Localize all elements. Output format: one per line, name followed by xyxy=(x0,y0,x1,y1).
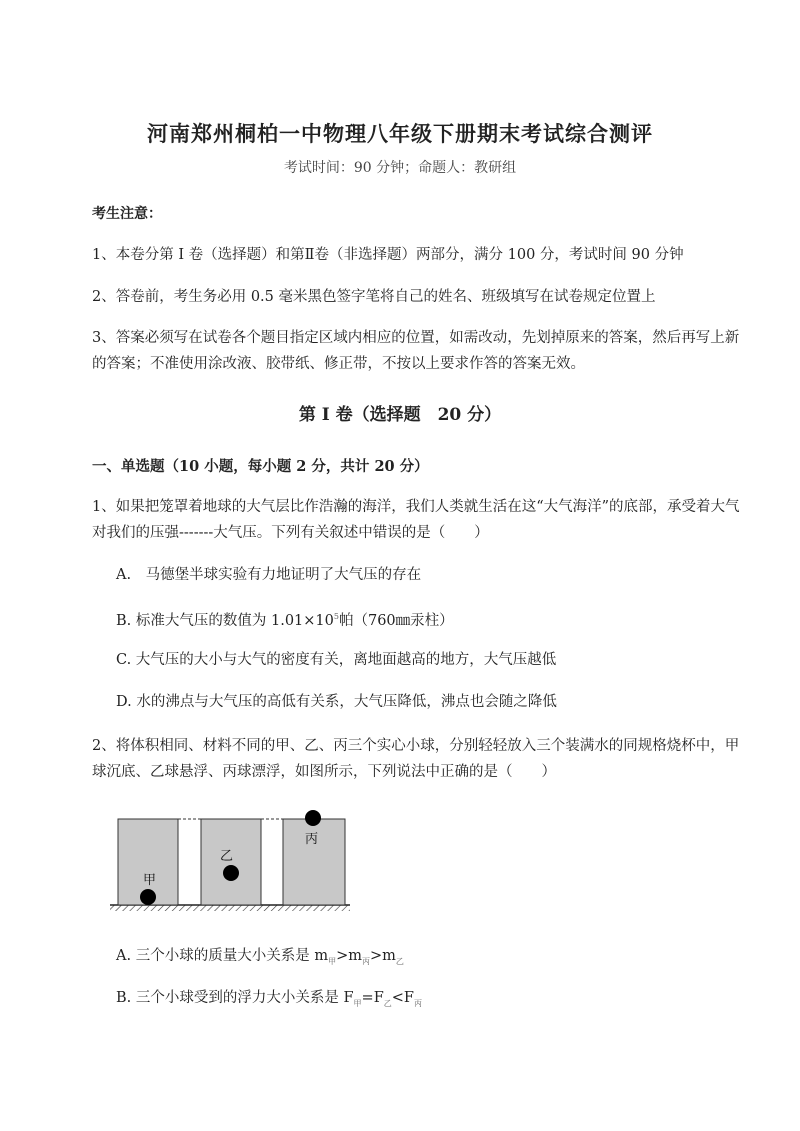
force-sub-jia: 甲 xyxy=(353,998,362,1008)
option-a-text: A. 三个小球的质量大小关系是 xyxy=(116,948,315,964)
ground xyxy=(110,905,350,911)
mass-symbol: m xyxy=(314,948,329,964)
force-sub-bing: 丙 xyxy=(413,998,422,1008)
question-1-option-d: D. 水的沸点与大气压的高低有关系，大气压降低，沸点也会随之降低 xyxy=(116,694,557,710)
notice-item-3: 3、答案必须写在试卷各个题目指定区域内相应的位置，如需改动，先划掉原来的答案，然后再写上新的答案；不准使用涂改液、胶带纸、修正带，不按以上要求作答的答案无效。 xyxy=(92,330,740,372)
label-jia: 甲 xyxy=(143,873,157,888)
mass-sub-bing: 丙 xyxy=(361,956,370,966)
force-sub-yi: 乙 xyxy=(383,998,392,1008)
part-title: 一、单选题（10 小题，每小题 2 分，共计 20 分） xyxy=(92,458,429,475)
notice-item-2: 2、答卷前，考生务必用 0.5 毫米黑色签字笔将自己的姓名、班级填写在试卷规定位置上 xyxy=(92,289,656,305)
force-symbol: F xyxy=(373,990,384,1006)
beakers-figure xyxy=(108,805,353,915)
section-title: 第 I 卷（选择题 20 分） xyxy=(298,405,502,425)
exam-title: 河南郑州桐柏一中物理八年级下册期末考试综合测评 xyxy=(147,121,653,146)
label-bing: 丙 xyxy=(305,832,319,847)
lt-sign: < xyxy=(391,990,404,1006)
option-b-unit: 帕（760㎜汞柱） xyxy=(338,612,454,629)
option-b-text: B. 标准大气压的数值为 1.01×10 xyxy=(116,612,334,629)
question-2-option-a xyxy=(116,943,404,975)
eq-sign: = xyxy=(361,990,374,1006)
mass-symbol: m xyxy=(382,948,396,964)
question-2-option-b xyxy=(116,985,422,1017)
notice-item-1: 1、本卷分第 I 卷（选择题）和第Ⅱ卷（非选择题）两部分，满分 100 分，考试时间 90 分钟 xyxy=(92,247,684,263)
force-symbol: F xyxy=(343,990,354,1006)
question-1-stem: 1、如果把笼罩着地球的大气层比作浩瀚的海洋，我们人类就生活在这“大气海洋”的底部，承受着大气对我们的压强-------大气压。下列有关叙述中错误的是（ ） xyxy=(92,499,740,541)
notice-heading: 考生注意： xyxy=(92,206,162,222)
mass-symbol: m xyxy=(348,948,362,964)
ball-yi xyxy=(223,865,239,881)
question-1-option-c: C. 大气压的大小与大气的密度有关，离地面越高的地方，大气压越低 xyxy=(116,652,557,668)
mass-sub-yi: 乙 xyxy=(395,956,404,966)
mass-sub-jia: 甲 xyxy=(328,956,337,966)
ball-jia xyxy=(140,889,156,905)
force-symbol: F xyxy=(403,990,414,1006)
option-b-exponent: 5 xyxy=(333,612,339,621)
label-yi: 乙 xyxy=(220,849,234,864)
question-1-option-a: A. 马德堡半球实验有力地证明了大气压的存在 xyxy=(116,567,422,583)
question-1-option-b xyxy=(116,604,454,634)
option-b-text: B. 三个小球受到的浮力大小关系是 xyxy=(116,990,344,1006)
ball-bing xyxy=(305,810,321,826)
gt-sign: > xyxy=(369,948,383,964)
exam-subtitle: 考试时间：90 分钟；命题人：教研组 xyxy=(283,160,517,176)
gt-sign: > xyxy=(336,948,349,964)
question-2-stem: 2、将体积相同、材料不同的甲、乙、丙三个实心小球，分别轻轻放入三个装满水的同规格烧杯中，甲球沉底、乙球悬浮、丙球漂浮，如图所示，下列说法中正确的是（ ） xyxy=(92,738,740,780)
